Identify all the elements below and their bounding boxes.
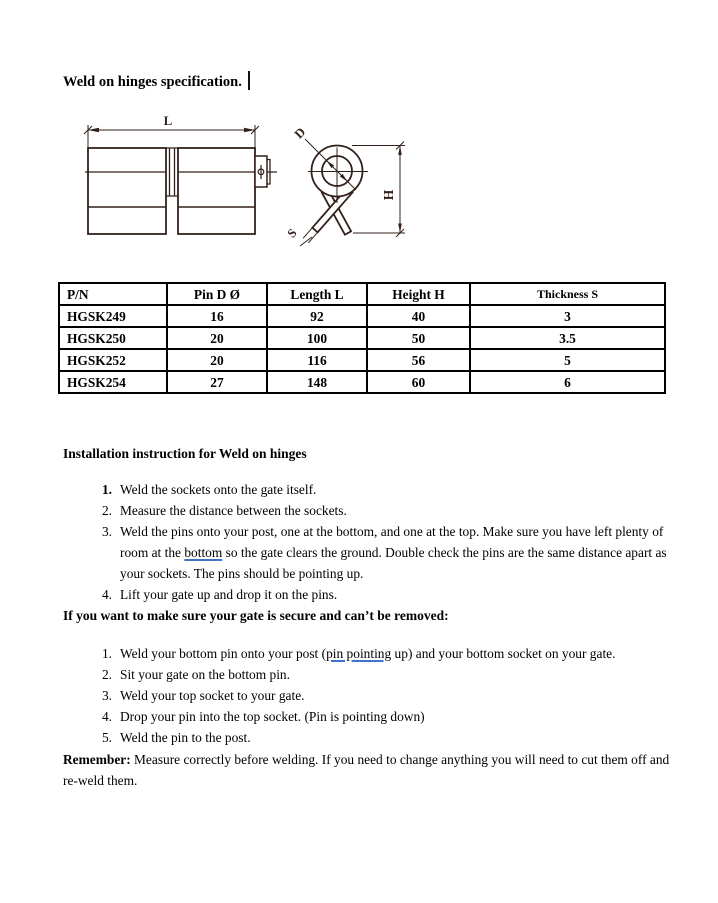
table-cell: 116 — [267, 349, 367, 371]
specification-table — [58, 282, 666, 394]
list-text: Drop your pin into the top socket. (Pin is pointing down) — [120, 709, 425, 724]
table-cell: 20 — [167, 349, 267, 371]
list-number: 5. — [101, 730, 112, 745]
spec-table-header-row — [59, 283, 665, 305]
table-row — [59, 349, 665, 371]
dimension-label-D: D — [291, 124, 309, 142]
table-cell: 20 — [167, 327, 267, 349]
figure — [75, 107, 672, 255]
list-number: 3. — [101, 688, 112, 703]
grammar-underline: bottom — [184, 545, 223, 560]
list-item — [63, 664, 672, 685]
table-cell: 56 — [367, 349, 470, 371]
column-header: Length L — [267, 283, 367, 305]
list-number: 1. — [101, 646, 112, 661]
table-cell: 5 — [470, 349, 665, 371]
list-text: Measure the distance between the sockets. — [120, 503, 347, 518]
column-header: P/N — [59, 283, 167, 305]
list-number: 3. — [101, 524, 112, 539]
list-number: 4. — [101, 587, 112, 602]
list-item — [63, 479, 672, 500]
list-item — [63, 685, 672, 706]
list-item — [63, 521, 672, 584]
list-item — [63, 706, 672, 727]
table-cell: 6 — [470, 371, 665, 393]
list-text: Lift your gate up and drop it on the pins. — [120, 587, 338, 602]
table-cell: 40 — [367, 305, 470, 327]
dimension-label-S: S — [284, 225, 300, 241]
grammar-underline: pin pointing — [326, 646, 392, 661]
list-text: Weld your top socket to your gate. — [120, 688, 305, 703]
table-cell: HGSK252 — [59, 349, 167, 371]
hinge-side-view-drawing — [84, 113, 277, 234]
table-cell: 148 — [267, 371, 367, 393]
spec-table-body — [59, 305, 665, 393]
document-title-text: Weld on hinges specification. — [63, 74, 242, 90]
list-item — [63, 643, 672, 664]
list-number: 4. — [101, 709, 112, 724]
install-list — [63, 479, 672, 605]
table-cell: HGSK250 — [59, 327, 167, 349]
list-text: Weld the sockets onto the gate itself. — [120, 482, 317, 497]
list-text: Weld the pin to the post. — [120, 730, 251, 745]
column-header: Thickness S — [470, 283, 665, 305]
table-cell: 3.5 — [470, 327, 665, 349]
table-cell: 27 — [167, 371, 267, 393]
list-text: Weld the pins onto your post, one at the bottom, and one at the top. Make sure you have left plenty of room at the bottom so the gate clears the ground. Double check the pins are the same distance apart as your sockets. The pins should be pointing up. — [120, 524, 667, 581]
list-text: Sit your gate on the bottom pin. — [120, 667, 290, 682]
install-heading: Installation instruction for Weld on hinges — [63, 446, 307, 461]
table-row — [59, 371, 665, 393]
secure-list — [63, 643, 672, 748]
remember-text: Measure correctly before welding. If you need to change anything you will need to cut them off and re-weld them. — [63, 752, 670, 788]
column-header: Pin D Ø — [167, 283, 267, 305]
table-row — [59, 305, 665, 327]
remember-paragraph — [63, 749, 672, 791]
pin-drawing — [285, 124, 405, 246]
table-cell: 3 — [470, 305, 665, 327]
list-text: Weld your bottom pin onto your post (pin pointing up) and your bottom socket on your gate. — [120, 646, 616, 661]
list-item — [63, 584, 672, 605]
table-row — [59, 327, 665, 349]
dimension-label-L: L — [163, 113, 173, 128]
document-title — [63, 71, 672, 93]
remember-label: Remember: — [63, 752, 131, 767]
table-cell: 60 — [367, 371, 470, 393]
text-cursor — [248, 71, 250, 90]
secure-heading: If you want to make sure your gate is secure and can’t be removed: — [63, 608, 449, 623]
table-cell: 92 — [267, 305, 367, 327]
column-header: Height H — [367, 283, 470, 305]
table-cell: HGSK249 — [59, 305, 167, 327]
dimension-label-H: H — [381, 189, 396, 201]
hinge-technical-drawing — [75, 107, 420, 255]
list-number: 1. — [101, 482, 112, 497]
list-item — [63, 500, 672, 521]
list-number: 2. — [101, 503, 112, 518]
table-cell: 50 — [367, 327, 470, 349]
list-item — [63, 727, 672, 748]
list-number: 2. — [101, 667, 112, 682]
table-cell: 16 — [167, 305, 267, 327]
table-cell: 100 — [267, 327, 367, 349]
table-cell: HGSK254 — [59, 371, 167, 393]
